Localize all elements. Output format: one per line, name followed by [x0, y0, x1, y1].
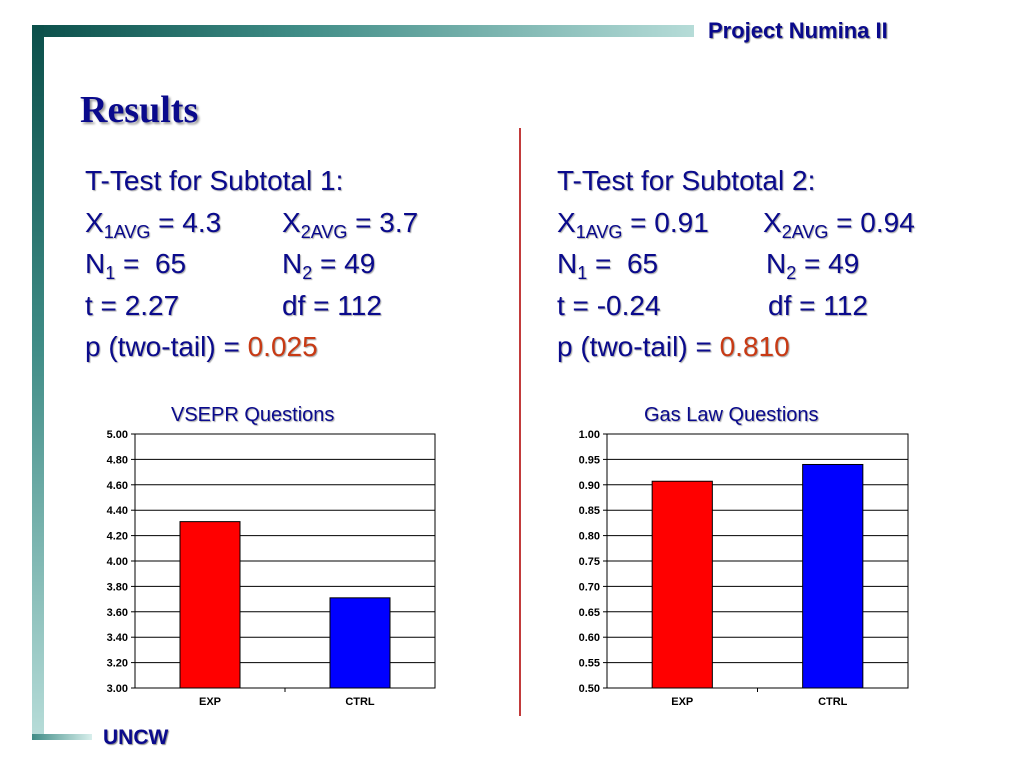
y-tick-label: 4.00: [106, 556, 128, 568]
bar-exp: [652, 481, 712, 688]
x2-mean: $X_{2AVG} = 0.94$: [763, 206, 915, 242]
stats-heading: T-Test for Subtotal 2:: [557, 165, 816, 196]
y-tick-label: 0.85: [578, 505, 600, 518]
y-tick-label: 3.40: [106, 632, 128, 645]
y-tick-label: 5.00: [106, 429, 128, 441]
y-tick-label: 0.50: [578, 683, 600, 695]
n1-count: $N_1 = 65$: [85, 248, 187, 283]
chart-title-vsepr: VSEPR Questions: [171, 404, 335, 426]
n2-count: $N_2 = 49$: [766, 248, 860, 283]
y-tick-label: 0.80: [578, 530, 600, 543]
y-tick-label: 0.70: [578, 581, 600, 594]
y-tick-label: 4.40: [106, 505, 128, 518]
y-tick-label: 0.55: [578, 657, 600, 670]
y-tick-label: 0.60: [578, 632, 600, 645]
y-tick-label: 3.20: [106, 657, 128, 670]
x-tick-label: EXP: [198, 696, 222, 708]
y-tick-label: 0.75: [578, 556, 600, 568]
y-tick-label: 0.90: [578, 479, 600, 492]
x-tick-label: CTRL: [818, 696, 848, 708]
y-tick-label: 4.20: [106, 530, 128, 543]
p-value: 0.810: [719, 331, 790, 362]
x1-mean: $X_{1AVG} = 0.91$: [557, 206, 709, 242]
y-tick-label: 0.95: [578, 454, 600, 467]
n1-count: $N_1 = 65$: [557, 248, 659, 283]
p-label: p (two-tail) =: [85, 331, 248, 362]
y-tick-label: 3.80: [106, 581, 128, 594]
x-tick-label: EXP: [671, 696, 694, 708]
y-tick-label: 0.65: [578, 606, 600, 619]
p-label: p (two-tail) =: [557, 331, 720, 362]
brand-label: Project Numina II: [708, 18, 888, 43]
n2-count: $N_2 = 49$: [282, 248, 376, 283]
t-value: t = 2.27: [85, 289, 180, 321]
x-tick-label: CTRL: [345, 696, 375, 708]
bar-ctrl: [803, 464, 863, 688]
df-value: df = 112: [768, 289, 868, 321]
stats-heading: T-Test for Subtotal 1:: [85, 165, 344, 196]
y-tick-label: 4.80: [106, 454, 128, 467]
y-tick-label: 3.00: [106, 683, 128, 695]
p-value: 0.025: [247, 331, 318, 362]
x2-mean: $X_{2AVG} = 3.7$: [282, 206, 419, 242]
footer-label: UNCW: [103, 726, 169, 749]
t-value: t = -0.24: [557, 289, 661, 321]
slide-title: Results: [80, 89, 199, 131]
y-tick-label: 3.60: [106, 606, 128, 619]
chart-title-gas-law: Gas Law Questions: [644, 404, 819, 426]
df-value: df = 112: [282, 289, 382, 321]
y-tick-label: 4.60: [106, 479, 128, 492]
x1-mean: $X_{1AVG} = 4.3$: [85, 206, 222, 242]
y-tick-label: 1.00: [578, 429, 600, 441]
